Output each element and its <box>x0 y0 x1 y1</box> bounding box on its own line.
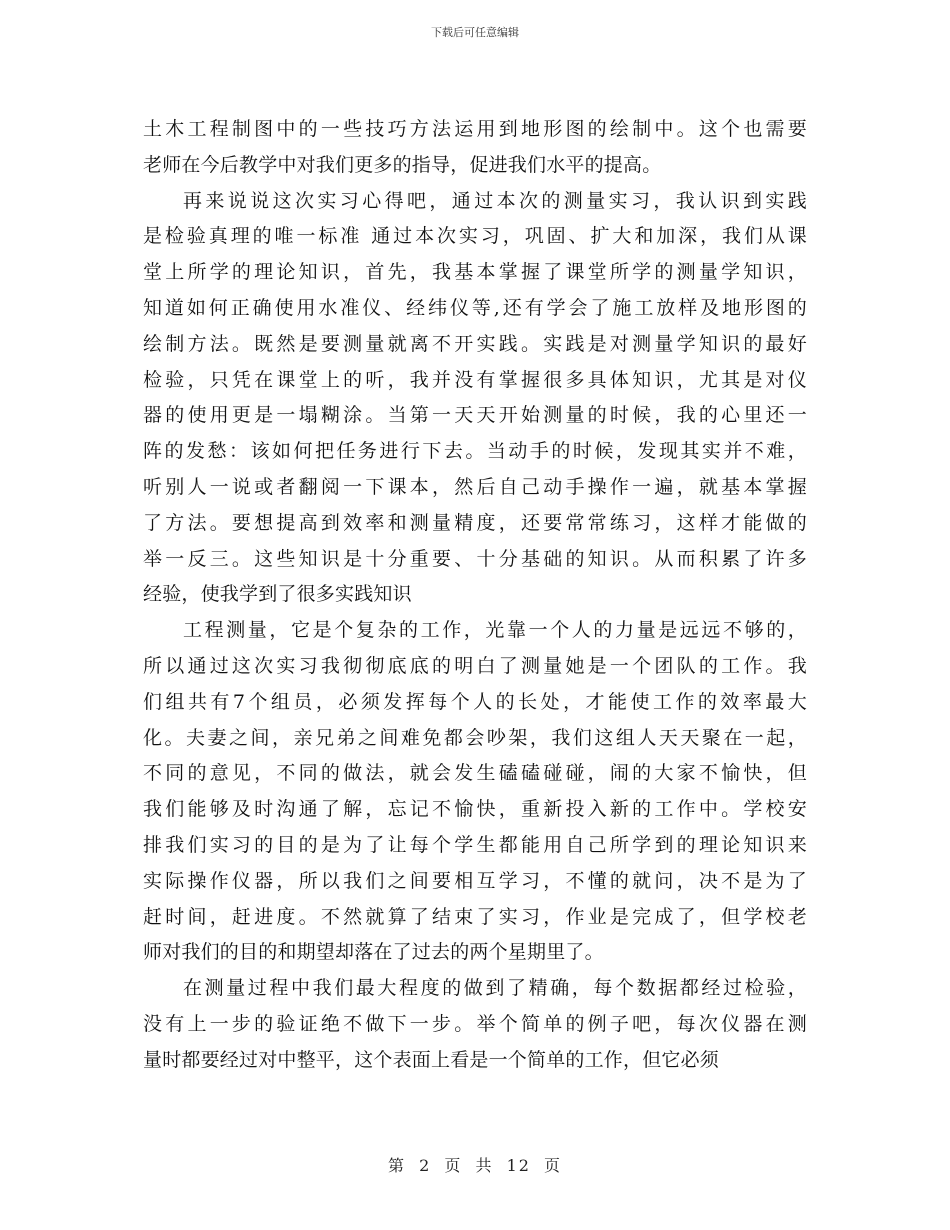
page-header: 下载后可任意编辑 <box>431 26 519 39</box>
text-line: 实际操作仪器，所以我们之间要相互学习，不懂的就问，决不是为了 <box>143 869 807 892</box>
paragraph <box>143 184 807 614</box>
text-line: 赶时间，赶进度。不然就算了结束了实习，作业是完成了，但学校老 <box>143 905 807 928</box>
text-line: 器的使用更是一塌糊涂。当第一天天开始测量的时候，我的心里还一 <box>143 404 807 427</box>
text-line: 阵的发愁：该如何把任务进行下去。当动手的时候，发现其实并不难， <box>143 440 807 463</box>
paragraph <box>143 112 807 184</box>
paragraph <box>143 971 807 1078</box>
text-line: 知道如何正确使用水准仪、经纬仪等,还有学会了施工放样及地形图的 <box>143 296 807 319</box>
text-line: 们组共有7个组员，必须发挥每个人的长处，才能使工作的效率最大 <box>143 690 807 713</box>
footer-current-page: 2 <box>419 1156 432 1175</box>
text-line: 检验，只凭在课堂上的听，我并没有掌握很多具体知识，尤其是对仪 <box>143 368 807 391</box>
text-line: 化。夫妻之间，亲兄弟之间难免都会吵架，我们这组人天天聚在一起， <box>143 726 807 749</box>
text-line: 听别人一说或者翻阅一下课本，然后自己动手操作一遍，就基本掌握 <box>143 475 807 498</box>
text-line: 堂上所学的理论知识，首先，我基本掌握了课堂所学的测量学知识， <box>143 261 807 284</box>
footer-label-unit2: 页 <box>544 1156 563 1175</box>
text-line: 举一反三。这些知识是十分重要、十分基础的知识。从而积累了许多 <box>143 547 807 570</box>
text-line: 工程测量，它是个复杂的工作，光靠一个人的力量是远远不够的， <box>183 619 807 642</box>
text-line: 老师在今后教学中对我们更多的指导，促进我们水平的提高。 <box>143 153 662 176</box>
text-line: 是检验真理的唯一标准 通过本次实习，巩固、扩大和加深，我们从课 <box>143 225 807 248</box>
footer-label-page: 第 <box>387 1156 406 1175</box>
text-line: 所以通过这次实习我彻彻底底的明白了测量她是一个团队的工作。我 <box>143 654 807 677</box>
text-line: 了方法。要想提高到效率和测量精度，还要常常练习，这样才能做的 <box>143 511 807 534</box>
text-line: 不同的意见，不同的做法，就会发生磕磕碰碰，闹的大家不愉快，但 <box>143 762 807 785</box>
text-line: 绘制方法。既然是要测量就离不开实践。实践是对测量学知识的最好 <box>143 332 807 355</box>
footer-label-total: 共 <box>475 1156 494 1175</box>
text-line: 在测量过程中我们最大程度的做到了精确，每个数据都经过检验， <box>183 977 807 1000</box>
text-line: 我们能够及时沟通了解，忘记不愉快，重新投入新的工作中。学校安 <box>143 798 807 821</box>
text-line: 师对我们的目的和期望却落在了过去的两个星期里了。 <box>143 941 604 964</box>
text-line: 没有上一步的验证绝不做下一步。举个简单的例子吧，每次仪器在测 <box>143 1012 807 1035</box>
footer-label-unit: 页 <box>444 1156 463 1175</box>
paragraph <box>143 613 807 971</box>
text-line: 量时都要经过对中整平，这个表面上看是一个简单的工作，但它必须 <box>143 1048 720 1071</box>
document-body <box>143 112 807 1079</box>
text-line: 排我们实习的目的是为了让每个学生都能用自己所学到的理论知识来 <box>143 833 807 856</box>
text-line: 经验，使我学到了很多实践知识 <box>143 583 412 606</box>
page-footer <box>0 1153 950 1176</box>
text-line: 土木工程制图中的一些技巧方法运用到地形图的绘制中。这个也需要 <box>143 118 807 140</box>
text-line: 再来说说这次实习心得吧，通过本次的测量实习，我认识到实践 <box>183 189 807 212</box>
footer-total-pages: 12 <box>506 1156 531 1175</box>
